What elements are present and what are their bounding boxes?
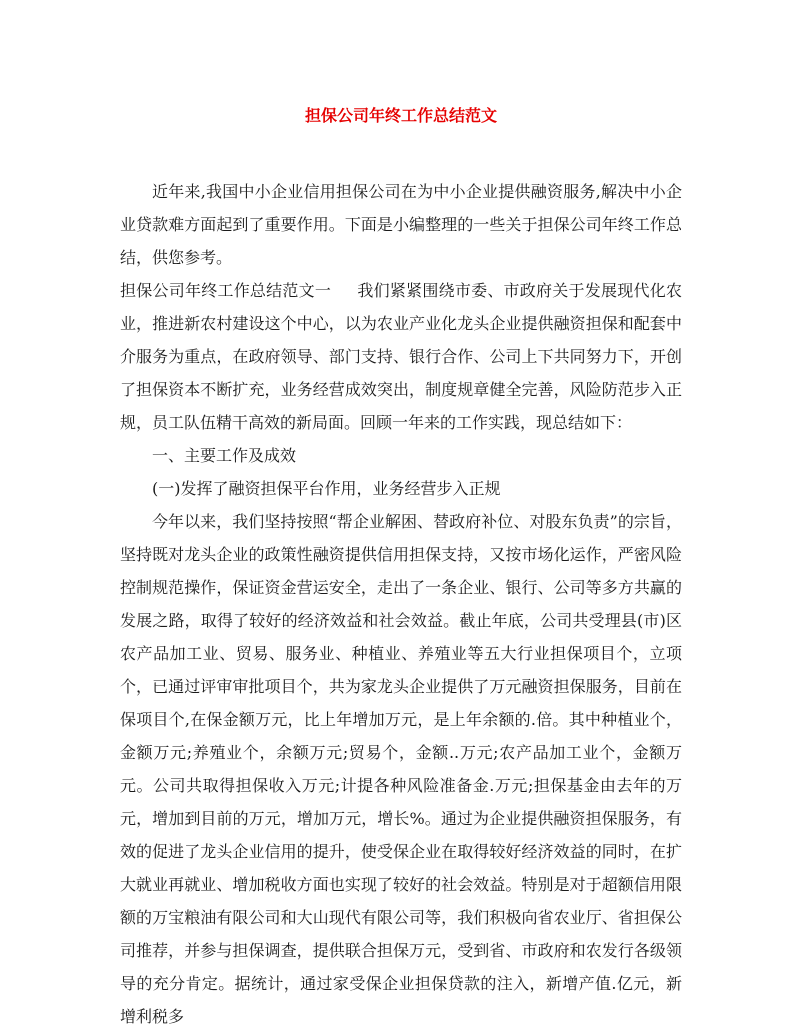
body-paragraph-main: 今年以来，我们坚持按照“帮企业解困、替政府补位、对股东负责”的宗旨，坚持既对龙头企业的政策性融资提供信用担保支持，又按市场化运作，严密风险控制规范操作，保证资金营运安全，走出了一条企业、银行、公司等多方共赢的发展之路，取得了较好的经济效益和社会效益。截止年底，公司共受理县(市)区农产品加工业、贸易、服务业、种植业、养殖业等五大行业担保项目个，立项个，已通过评审审批项目个，共为家龙头企业提供了万元融资担保服务，目前在保项目个,在保金额万元，比上年增加万元，是上年余额的.倍。其中种植业个，金额万元;养殖业个，余额万元;贸易个，金额..万元;农产品加工业个，金额万元。公司共取得担保收入万元;计提各种风险准备金.万元;担保基金由去年的万元，增加到目前的万元，增加万元，增长%。通过为企业提供融资担保服务，有效的促进了龙头企业信用的提升，使受保企业在取得较好经济效益的同时，在扩大就业再就业、增加税收方面也实现了较好的社会效益。特别是对于超额信用限额的万宝粮油有限公司和大山现代有限公司等，我们积极向省农业厅、省担保公司推荐，并参与担保调查，提供联合担保万元，受到省、市政府和农发行各级领导的充分肯定。据统计，通过家受保企业担保贷款的注入，新增产值.亿元，新增利税多 [120, 512, 682, 1026]
section1-paragraph [120, 274, 682, 439]
section1-body: 我们紧紧围绕市委、市政府关于发展现代化农业，推进新农村建设这个中心，以为农业产业化龙头企业提供融资担保和配套中介服务为重点，在政府领导、部门支持、银行合作、公司上下共同努力下，开创了担保资本不断扩充，业务经营成效突出，制度规章健全完善，风险防范步入正规，员工队伍精干高效的新局面。回顾一年来的工作实践，现总结如下： [120, 281, 682, 432]
document-title: 担保公司年终工作总结范文 [304, 106, 497, 125]
subheading-financing-platform: (一)发挥了融资担保平台作用，业务经营步入正规 [152, 479, 501, 498]
intro-paragraph: 近年来,我国中小企业信用担保公司在为中小企业提供融资服务,解决中小企业贷款难方面起到了重要作用。下面是小编整理的一些关于担保公司年终工作总结，供您参考。 [120, 182, 682, 267]
heading-main-work: 一、主要工作及成效 [152, 446, 297, 465]
section1-title: 担保公司年终工作总结范文一 [120, 281, 332, 300]
